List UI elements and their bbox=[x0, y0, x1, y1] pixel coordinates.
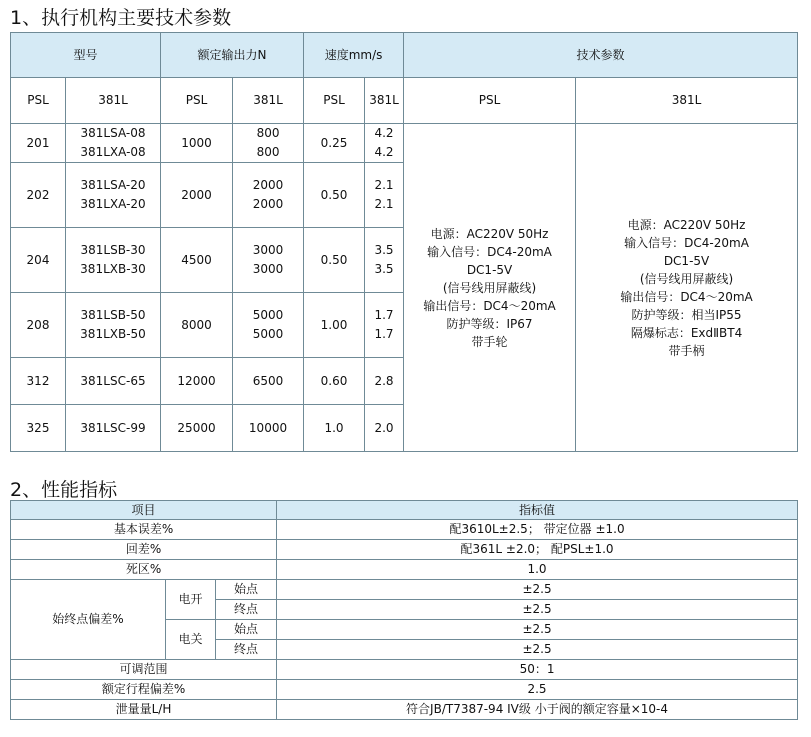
table-row bbox=[11, 680, 798, 700]
381l-speed: 2.1 2.1 bbox=[365, 163, 404, 228]
sub-label: 终点 bbox=[216, 640, 277, 660]
psl-speed: 1.0 bbox=[304, 405, 365, 452]
row-label: 基本误差% bbox=[11, 520, 277, 540]
group-label: 电开 bbox=[166, 580, 216, 620]
381l-force: 800 800 bbox=[233, 124, 304, 163]
psl-force: 2000 bbox=[161, 163, 233, 228]
subheader-cell: 381L bbox=[365, 78, 404, 124]
381l-force: 3000 3000 bbox=[233, 228, 304, 293]
header-tech-params: 技术参数 bbox=[404, 33, 798, 78]
row-value: ±2.5 bbox=[277, 640, 798, 660]
actuator-spec-table bbox=[10, 32, 798, 452]
psl-speed: 0.50 bbox=[304, 228, 365, 293]
psl-model: 325 bbox=[11, 405, 66, 452]
psl-specs: 电源：AC220V 50Hz 输入信号：DC4-20mA DC1-5V (信号线用屏蔽线) 输出信号：DC4～20mA 防护等级：IP67 带手轮 bbox=[404, 124, 576, 452]
row-value: 符合JB/T7387-94 IV级 小于阀的额定容量×10-4 bbox=[277, 700, 798, 720]
381l-model: 381LSA-20 381LXA-20 bbox=[66, 163, 161, 228]
psl-model: 208 bbox=[11, 293, 66, 358]
table-row bbox=[11, 124, 798, 163]
row-value: 1.0 bbox=[277, 560, 798, 580]
row-label: 泄量量L/H bbox=[11, 700, 277, 720]
psl-model: 312 bbox=[11, 358, 66, 405]
psl-force: 8000 bbox=[161, 293, 233, 358]
psl-force: 25000 bbox=[161, 405, 233, 452]
381l-speed: 4.2 4.2 bbox=[365, 124, 404, 163]
subheader-cell: PSL bbox=[404, 78, 576, 124]
table-row bbox=[11, 540, 798, 560]
table-row bbox=[11, 700, 798, 720]
row-label: 始终点偏差% bbox=[11, 580, 166, 660]
sub-label: 终点 bbox=[216, 600, 277, 620]
psl-model: 201 bbox=[11, 124, 66, 163]
381l-speed: 2.8 bbox=[365, 358, 404, 405]
381l-force: 6500 bbox=[233, 358, 304, 405]
row-label: 死区% bbox=[11, 560, 277, 580]
381l-model: 381LSA-08 381LXA-08 bbox=[66, 124, 161, 163]
row-value: 配361L ±2.0； 配PSL±1.0 bbox=[277, 540, 798, 560]
subheader-cell: PSL bbox=[161, 78, 233, 124]
subheader-cell: 381L bbox=[233, 78, 304, 124]
row-label: 可调范围 bbox=[11, 660, 277, 680]
row-value: ±2.5 bbox=[277, 580, 798, 600]
header-item: 项目 bbox=[11, 501, 277, 520]
row-label: 回差% bbox=[11, 540, 277, 560]
381l-force: 5000 5000 bbox=[233, 293, 304, 358]
psl-force: 4500 bbox=[161, 228, 233, 293]
psl-model: 204 bbox=[11, 228, 66, 293]
row-value: 50：1 bbox=[277, 660, 798, 680]
381l-model: 381LSB-50 381LXB-50 bbox=[66, 293, 161, 358]
table-row bbox=[11, 520, 798, 540]
381l-specs: 电源：AC220V 50Hz 输入信号：DC4-20mA DC1-5V (信号线用屏蔽线) 输出信号：DC4～20mA 防护等级：相当IP55 隔爆标志：ExdⅡBT4 带手柄 bbox=[576, 124, 798, 452]
sub-label: 始点 bbox=[216, 620, 277, 640]
subheader-cell: 381L bbox=[576, 78, 798, 124]
performance-table bbox=[10, 500, 798, 720]
row-value: 配3610L±2.5； 带定位器 ±1.0 bbox=[277, 520, 798, 540]
subheader-cell: PSL bbox=[11, 78, 66, 124]
table-row bbox=[11, 660, 798, 680]
subheader-cell: PSL bbox=[304, 78, 365, 124]
row-label: 额定行程偏差% bbox=[11, 680, 277, 700]
psl-force: 1000 bbox=[161, 124, 233, 163]
row-value: ±2.5 bbox=[277, 600, 798, 620]
psl-speed: 0.25 bbox=[304, 124, 365, 163]
subheader-cell: 381L bbox=[66, 78, 161, 124]
header-output-force: 额定输出力N bbox=[161, 33, 304, 78]
381l-speed: 2.0 bbox=[365, 405, 404, 452]
381l-model: 381LSC-99 bbox=[66, 405, 161, 452]
381l-force: 2000 2000 bbox=[233, 163, 304, 228]
psl-speed: 0.50 bbox=[304, 163, 365, 228]
section1-title: 1、执行机构主要技术参数 bbox=[10, 7, 232, 29]
row-value: 2.5 bbox=[277, 680, 798, 700]
381l-speed: 1.7 1.7 bbox=[365, 293, 404, 358]
header-speed: 速度mm/s bbox=[304, 33, 404, 78]
psl-model: 202 bbox=[11, 163, 66, 228]
section2-title: 2、性能指标 bbox=[10, 479, 118, 501]
381l-model: 381LSC-65 bbox=[66, 358, 161, 405]
group-label: 电关 bbox=[166, 620, 216, 660]
psl-speed: 0.60 bbox=[304, 358, 365, 405]
sub-label: 始点 bbox=[216, 580, 277, 600]
table-row bbox=[11, 560, 798, 580]
table-row bbox=[11, 580, 798, 600]
381l-force: 10000 bbox=[233, 405, 304, 452]
psl-speed: 1.00 bbox=[304, 293, 365, 358]
header-model: 型号 bbox=[11, 33, 161, 78]
psl-force: 12000 bbox=[161, 358, 233, 405]
row-value: ±2.5 bbox=[277, 620, 798, 640]
381l-speed: 3.5 3.5 bbox=[365, 228, 404, 293]
381l-model: 381LSB-30 381LXB-30 bbox=[66, 228, 161, 293]
header-value: 指标值 bbox=[277, 501, 798, 520]
